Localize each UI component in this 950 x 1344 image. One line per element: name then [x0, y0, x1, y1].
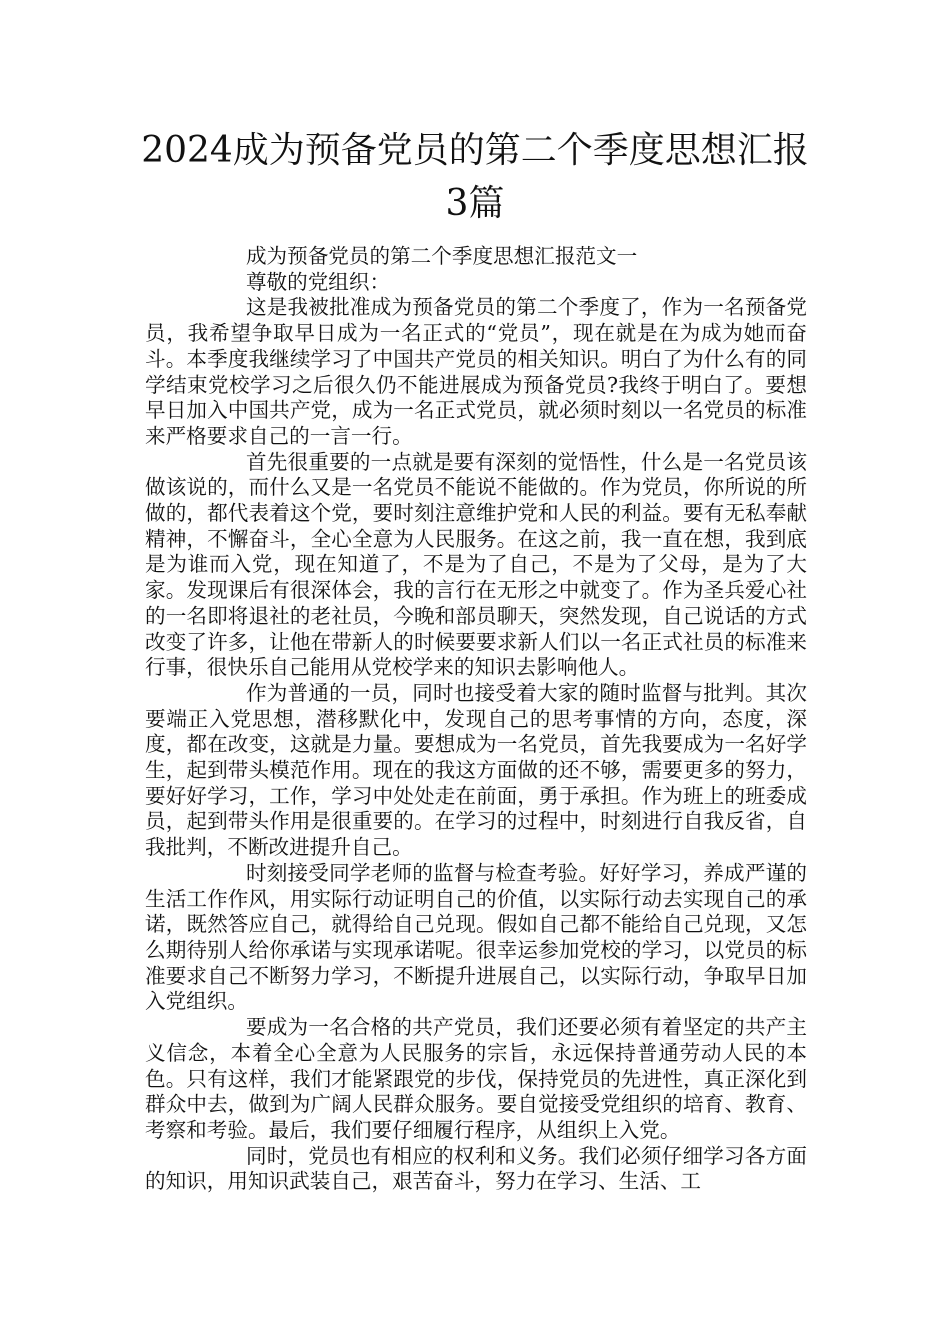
document-body	[145, 244, 807, 1195]
paragraph-3: 作为普通的一员，同时也接受着大家的随时监督与批判。其次要端正入党思想，潜移默化中，发现自己的思考事情的方向，态度，深度，都在改变，这就是力量。要想成为一名党员，首先我要成为一名好学生，起到带头模范作用。现在的我这方面做的还不够，需要更多的努力，要好好学习，工作，学习中处处走在前面，勇于承担。作为班上的班委成员，起到带头作用是很重要的。在学习的过程中，时刻进行自我反省，自我批判，不断改进提升自己。	[145, 680, 807, 860]
salutation: 尊敬的党组织：	[245, 269, 391, 294]
title-line-2: 3篇	[445, 183, 505, 224]
title-line-1: 2024成为预备党员的第二个季度思想汇报	[141, 130, 809, 171]
paragraph-1: 这是我被批准成为预备党员的第二个季度了，作为一名预备党员，我希望争取早日成为一名正式的“党员”，现在就是在为成为她而奋斗。本季度我继续学习了中国共产党员的相关知识。明白了为什么有的同学结束党校学习之后很久仍不能进展成为预备党员?我终于明白了。要想早日加入中国共产党，成为一名正式党员，就必须时刻以一名党员的标准来严格要求自己的一言一行。	[145, 295, 807, 448]
document-title	[130, 124, 820, 230]
paragraph-4: 时刻接受同学老师的监督与检查考验。好好学习，养成严谨的生活工作作风，用实际行动证明自己的价值，以实际行动去实现自己的承诺，既然答应自己，就得给自己兑现。假如自己都不能给自己兑现，又怎么期待别人给你承诺与实现承诺呢。很幸运参加党校的学习，以党员的标准要求自己不断努力学习，不断提升进展自己，以实际行动，争取早日加入党组织。	[145, 860, 807, 1014]
paragraph-5: 要成为一名合格的共产党员，我们还要必须有着坚定的共产主义信念，本着全心全意为人民服务的宗旨，永远保持普通劳动人民的本色。只有这样，我们才能紧跟党的步伐，保持党员的先进性，真正深化到群众中去，做到为广阔人民群众服务。要自觉接受党组织的培育、教育、考察和考验。最后，我们要仔细履行程序，从组织上入党。	[145, 1015, 807, 1142]
section-heading: 成为预备党员的第二个季度思想汇报范文一	[245, 244, 638, 268]
paragraph-2: 首先很重要的一点就是要有深刻的觉悟性，什么是一名党员该做该说的，而什么又是一名党员不能说不能做的。作为党员，你所说的所做的，都代表着这个党，要时刻注意维护党和人民的利益。要有无私奉献精神，不懈奋斗，全心全意为人民服务。在这之前，我一直在想，我到底是为谁而入党，现在知道了，不是为了自己，不是为了父母，是为了大家。发现课后有很深体会，我的言行在无形之中就变了。作为圣兵爱心社的一名即将退社的老社员，今晚和部员聊天，突然发现，自己说话的方式改变了许多，让他在带新人的时候要要求新人们以一名正式社员的标准来行事，很快乐自己能用从党校学来的知识去影响他人。	[145, 449, 807, 680]
paragraph-6: 同时，党员也有相应的权利和义务。我们必须仔细学习各方面的知识，用知识武装自己，艰苦奋斗，努力在学习、生活、工	[145, 1143, 807, 1194]
